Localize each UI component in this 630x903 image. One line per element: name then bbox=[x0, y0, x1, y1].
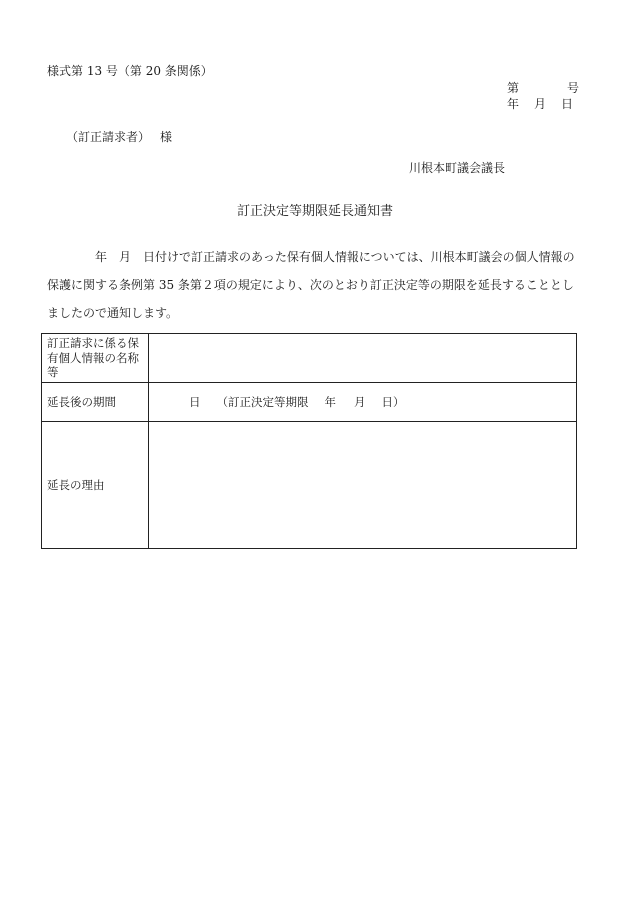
date-month: 月 bbox=[534, 97, 547, 111]
form-label: 様式第 13 号（第 20 条関係） bbox=[47, 64, 213, 78]
document-number bbox=[507, 82, 579, 94]
date-year: 年 bbox=[507, 97, 520, 111]
extension-reason-value bbox=[149, 422, 577, 549]
period-day: 日 bbox=[189, 395, 201, 409]
doc-number-prefix: 第 bbox=[507, 81, 520, 95]
period-day-close: 日） bbox=[381, 395, 405, 409]
doc-number-suffix: 号 bbox=[567, 81, 580, 95]
extended-period-value bbox=[149, 383, 577, 422]
table-row bbox=[42, 422, 577, 549]
body-text: 年 月 日付けで訂正請求のあった保有個人情報については、川根本町議会の個人情報の保護に関する条例第 35 条第２項の規定により、次のとおり訂正決定等の期限を延長することとしましたので通知します。 bbox=[47, 250, 575, 320]
period-month: 月 bbox=[354, 395, 366, 409]
info-name-value bbox=[149, 334, 577, 383]
info-name-label: 訂正請求に係る保有個人情報の名称等 bbox=[42, 334, 149, 383]
recipient bbox=[66, 131, 172, 143]
extension-reason-label: 延長の理由 bbox=[42, 422, 149, 549]
table-row bbox=[42, 334, 577, 383]
recipient-honorific: 様 bbox=[160, 130, 173, 144]
sender: 川根本町議会議長 bbox=[409, 161, 506, 175]
body-paragraph bbox=[47, 243, 579, 327]
period-year: 年 bbox=[324, 395, 336, 409]
recipient-name: （訂正請求者） bbox=[66, 130, 151, 144]
document-title: 訂正決定等期限延長通知書 bbox=[236, 204, 393, 219]
document-date bbox=[507, 98, 573, 110]
period-deadline: （訂正決定等期限 bbox=[216, 395, 309, 409]
extended-period-label: 延長後の期間 bbox=[42, 383, 149, 422]
info-table bbox=[41, 333, 577, 549]
table-row bbox=[42, 383, 577, 422]
date-day: 日 bbox=[561, 97, 574, 111]
